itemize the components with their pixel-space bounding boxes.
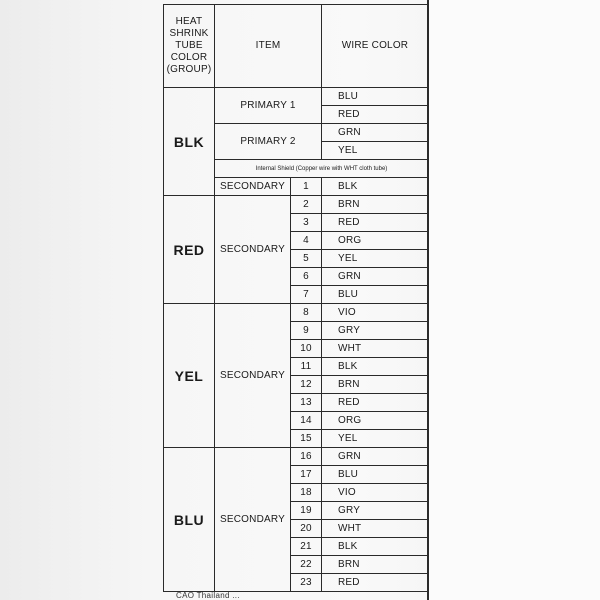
wire-color-cell: ORG: [322, 232, 429, 250]
item-secondary: SECONDARY: [215, 448, 291, 592]
wire-color-cell: BLU: [322, 88, 429, 106]
wire-color-table: [163, 4, 429, 592]
wire-color-cell: RED: [322, 394, 429, 412]
wire-number-cell: 14: [291, 412, 322, 430]
table-row: [164, 304, 429, 322]
wire-color-cell: WHT: [322, 340, 429, 358]
wire-number-cell: 5: [291, 250, 322, 268]
wire-color-cell: GRN: [322, 448, 429, 466]
wire-color-cell: YEL: [322, 250, 429, 268]
wire-color-cell: YEL: [322, 430, 429, 448]
wire-color-cell: GRN: [322, 268, 429, 286]
table-header-row: [164, 5, 429, 88]
wire-color-cell: BLU: [322, 286, 429, 304]
wire-number-cell: 12: [291, 376, 322, 394]
wire-color-cell: BLK: [322, 358, 429, 376]
footer-text: CAO Thailand ...: [176, 591, 240, 600]
group-blk: BLK: [164, 88, 215, 196]
wire-color-header: WIRE COLOR: [322, 5, 429, 88]
wire-color-cell: GRY: [322, 322, 429, 340]
group-yel: YEL: [164, 304, 215, 448]
wire-number-cell: 20: [291, 520, 322, 538]
wire-number-cell: 18: [291, 484, 322, 502]
item-secondary: SECONDARY: [215, 178, 291, 196]
shield-note: Internal Shield (Copper wire with WHT cloth tube): [215, 160, 429, 178]
wire-number-cell: 11: [291, 358, 322, 376]
wire-number-cell: 15: [291, 430, 322, 448]
wire-color-cell: GRY: [322, 502, 429, 520]
wire-color-cell: BRN: [322, 376, 429, 394]
wire-color-cell: GRN: [322, 124, 429, 142]
wire-color-cell: BRN: [322, 196, 429, 214]
wire-number-cell: 1: [291, 178, 322, 196]
item-secondary: SECONDARY: [215, 196, 291, 304]
table-row: [164, 196, 429, 214]
wire-color-cell: BLU: [322, 466, 429, 484]
wire-number-cell: 22: [291, 556, 322, 574]
wire-number-cell: 2: [291, 196, 322, 214]
wire-number-cell: 7: [291, 286, 322, 304]
wire-color-cell: YEL: [322, 142, 429, 160]
wire-number-cell: 13: [291, 394, 322, 412]
wire-number-cell: 21: [291, 538, 322, 556]
wire-number-cell: 4: [291, 232, 322, 250]
item-primary-2: PRIMARY 2: [215, 124, 322, 160]
wire-color-cell: WHT: [322, 520, 429, 538]
table-row: [164, 448, 429, 466]
wire-color-cell: VIO: [322, 484, 429, 502]
wire-color-cell: BLK: [322, 538, 429, 556]
wire-number-cell: 10: [291, 340, 322, 358]
wire-number-cell: 3: [291, 214, 322, 232]
item-secondary: SECONDARY: [215, 304, 291, 448]
wire-number-cell: 19: [291, 502, 322, 520]
wire-color-cell: VIO: [322, 304, 429, 322]
wire-color-cell: BLK: [322, 178, 429, 196]
group-blu: BLU: [164, 448, 215, 592]
group-red: RED: [164, 196, 215, 304]
item-primary-1: PRIMARY 1: [215, 88, 322, 124]
wire-color-cell: RED: [322, 214, 429, 232]
wire-number-cell: 8: [291, 304, 322, 322]
table-row: [164, 88, 429, 106]
wire-number-cell: 23: [291, 574, 322, 592]
wire-color-cell: RED: [322, 106, 429, 124]
item-header: ITEM: [215, 5, 322, 88]
wire-color-cell: RED: [322, 574, 429, 592]
wire-number-cell: 16: [291, 448, 322, 466]
wire-number-cell: 9: [291, 322, 322, 340]
wire-number-cell: 17: [291, 466, 322, 484]
wire-color-cell: BRN: [322, 556, 429, 574]
wire-color-cell: ORG: [322, 412, 429, 430]
group-header: HEAT SHRINK TUBE COLOR (GROUP): [164, 5, 215, 88]
wire-number-cell: 6: [291, 268, 322, 286]
page-margin: [428, 0, 600, 600]
